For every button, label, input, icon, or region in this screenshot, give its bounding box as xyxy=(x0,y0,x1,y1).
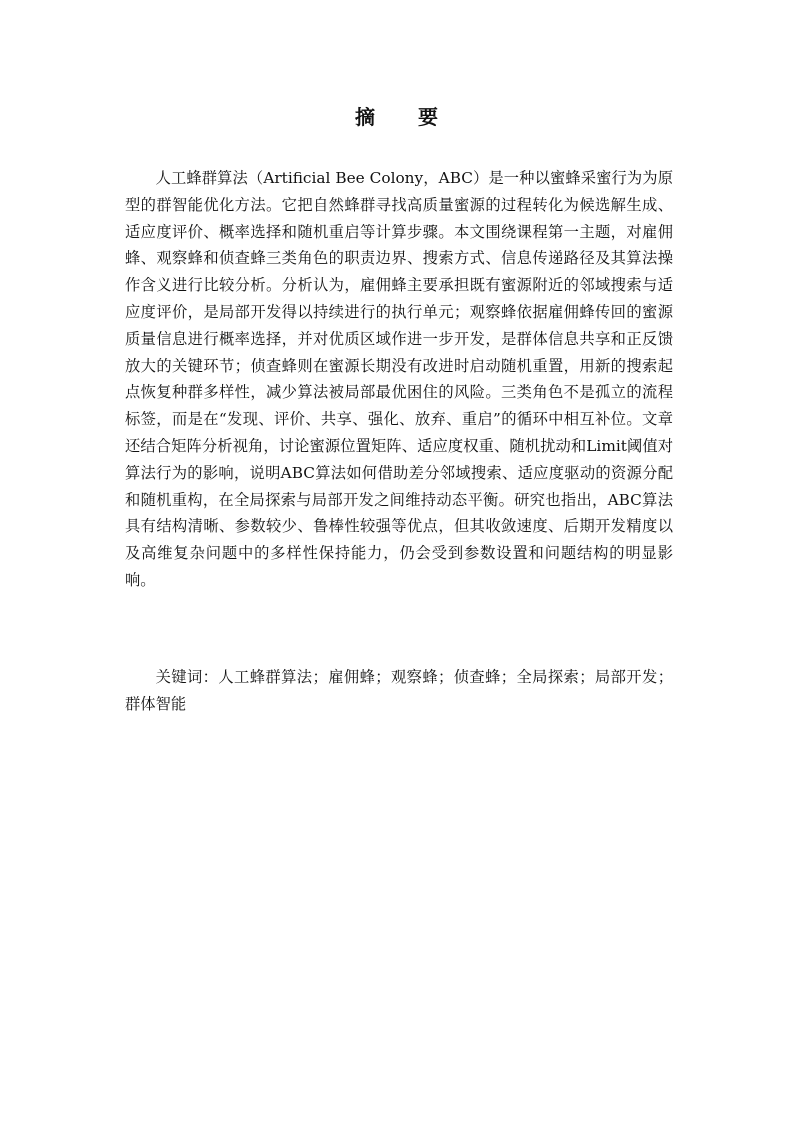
abstract-paragraph: 人工蜂群算法（Artificial Bee Colony，ABC）是一种以蜜蜂采蜜行为为原型的群智能优化方法。它把自然蜂群寻找高质量蜜源的过程转化为候选解生成、适应度评价、概率选择和随机重启等计算步骤。本文围绕课程第一主题，对雇佣蜂、观察蜂和侦查蜂三类角色的职责边界、搜索方式、信息传递路径及其算法操作含义进行比较分析。分析认为，雇佣蜂主要承担既有蜜源附近的邻域搜索与适应度评价，是局部开发得以持续进行的执行单元；观察蜂依据雇佣蜂传回的蜜源质量信息进行概率选择，并对优质区域作进一步开发，是群体信息共享和正反馈放大的关键环节；侦查蜂则在蜜源长期没有改进时启动随机重置，用新的搜索起点恢复种群多样性，减少算法被局部最优困住的风险。三类角色不是孤立的流程标签，而是在“发现、评价、共享、强化、放弃、重启”的循环中相互补位。文章还结合矩阵分析视角，讨论蜜源位置矩阵、适应度权重、随机扰动和Limit阈值对算法行为的影响，说明ABC算法如何借助差分邻域搜索、适应度驱动的资源分配和随机重构，在全局探索与局部开发之间维持动态平衡。研究也指出，ABC算法具有结构清晰、参数较少、鲁棒性较强等优点，但其收敛速度、后期开发精度以及高维复杂问题中的多样性保持能力，仍会受到参数设置和问题结构的明显影响。 xyxy=(125,169,673,589)
page-title: 摘 要 xyxy=(355,105,456,129)
keywords-paragraph: 关键词：人工蜂群算法；雇佣蜂；观察蜂；侦查蜂；全局探索；局部开发；群体智能 xyxy=(125,668,673,713)
